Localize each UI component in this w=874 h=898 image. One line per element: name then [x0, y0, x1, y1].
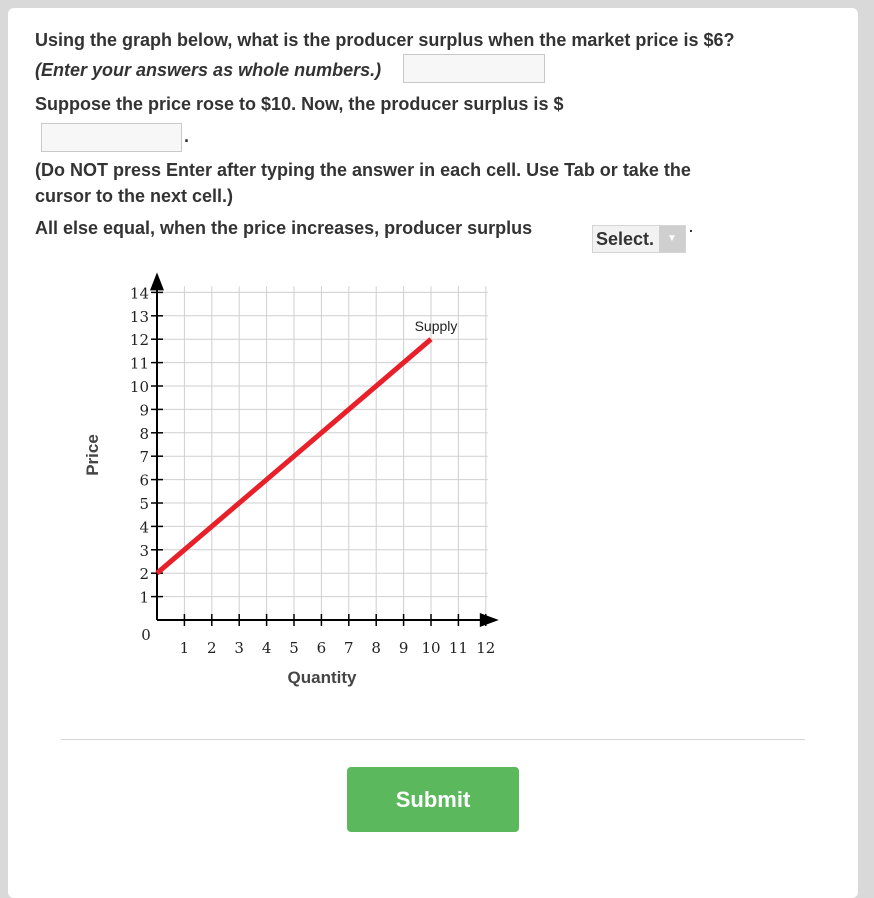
x-tick-label: 7 — [344, 639, 354, 657]
sentence-period: . — [184, 126, 190, 146]
y-tick-label: 2 — [139, 565, 149, 584]
y-axis-arrow-icon — [150, 272, 164, 290]
y-tick-label: 13 — [129, 307, 149, 326]
x-tick-label: 1 — [179, 639, 190, 657]
supply-label: Supply — [414, 318, 458, 335]
divider — [61, 739, 805, 740]
note-line-2: cursor to the next cell.) — [35, 186, 234, 206]
x-tick-label: 5 — [289, 639, 299, 657]
y-tick-label: 9 — [139, 401, 149, 420]
x-tick-label: 6 — [316, 639, 327, 657]
question-line-2: Suppose the price rose to $10. Now, the producer surplus is $ — [35, 94, 564, 114]
dropdown-value: Select. — [596, 229, 655, 249]
x-tick-label: 2 — [207, 639, 217, 657]
submit-button[interactable]: Submit — [347, 767, 519, 832]
y-tick-label: 7 — [139, 448, 149, 467]
x-tick-label: 9 — [398, 639, 409, 657]
y-tick-label: 5 — [139, 495, 149, 513]
y-tick-label: 3 — [139, 541, 149, 560]
y-tick-label: 12 — [129, 331, 149, 350]
instruction-whole-numbers: (Enter your answers as whole numbers.) — [35, 60, 382, 80]
note-line-1: (Do NOT press Enter after typing the answer in each cell. Use Tab or take the — [35, 160, 691, 180]
y-tick-label: 8 — [139, 424, 149, 443]
y-tick-label: 6 — [139, 471, 149, 490]
x-tick-label: 12 — [476, 639, 496, 657]
x-tick-label: 3 — [234, 639, 244, 657]
y-tick-label: 4 — [139, 518, 149, 537]
x-tick-label: 4 — [261, 639, 272, 657]
x-axis-arrow-icon — [480, 613, 499, 627]
x-axis-label: Quantity — [287, 668, 357, 687]
origin-label: 0 — [141, 626, 151, 644]
y-tick-label: 11 — [129, 354, 149, 373]
y-axis-label: Price — [83, 434, 102, 476]
y-tick-label: 14 — [129, 284, 149, 303]
x-tick-label: 8 — [371, 639, 381, 657]
question-line-1: Using the graph below, what is the producer surplus when the market price is $6? — [35, 30, 735, 50]
x-tick-label: 11 — [448, 639, 468, 657]
chevron-down-icon: ▼ — [659, 226, 685, 252]
x-tick-label: 10 — [421, 639, 441, 657]
y-tick-label: 10 — [129, 378, 149, 396]
question-select-sentence: All else equal, when the price increases, producer surplus — [35, 218, 533, 238]
y-tick-label: 1 — [139, 588, 149, 607]
select-period: . — [689, 219, 693, 235]
